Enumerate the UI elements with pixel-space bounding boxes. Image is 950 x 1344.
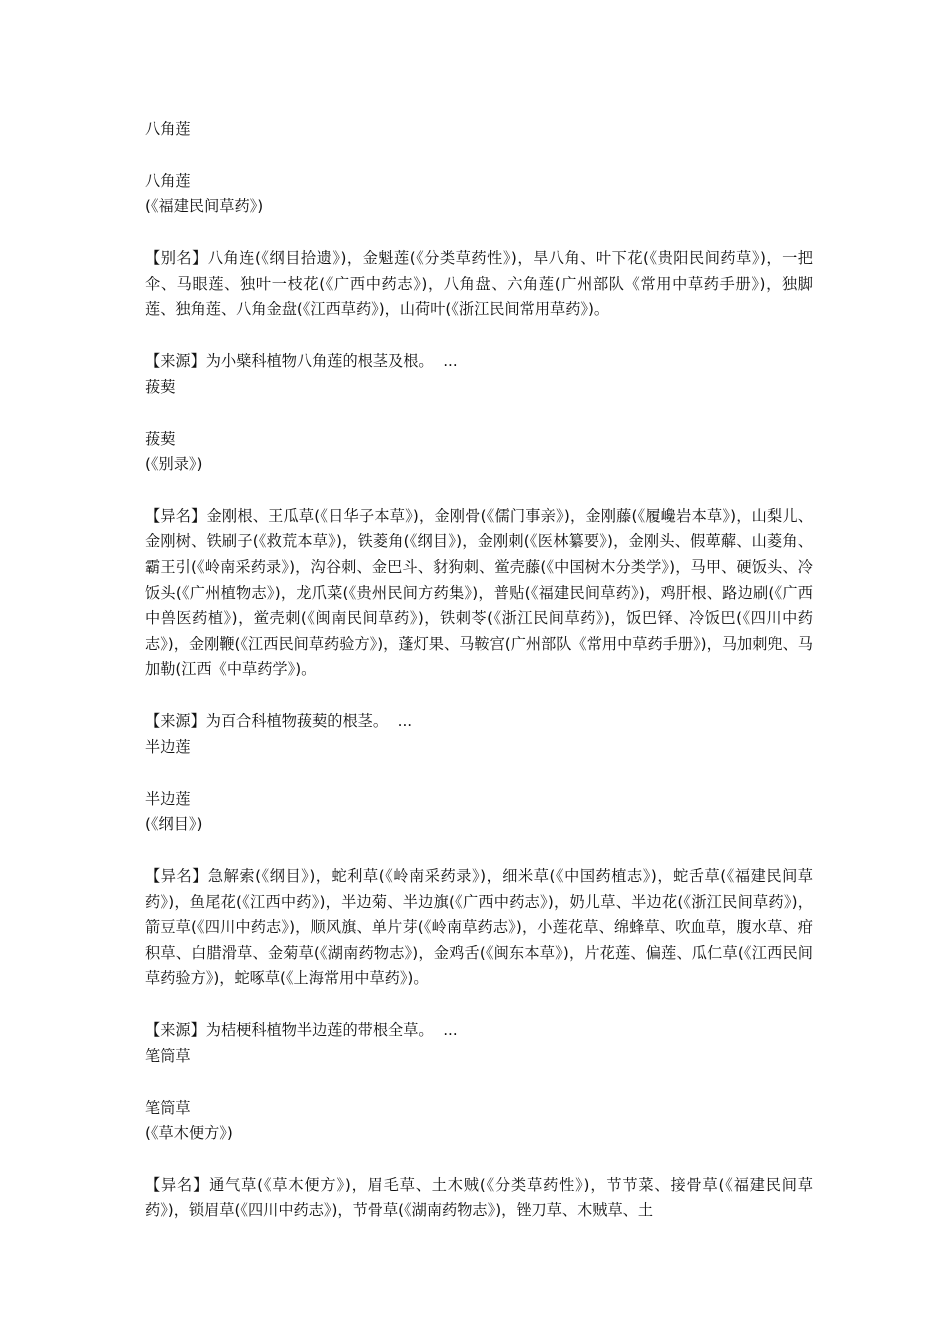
entry — [145, 1044, 813, 1224]
spacer — [145, 400, 813, 426]
entry — [145, 735, 813, 1044]
document-page — [145, 117, 813, 1224]
spacer — [145, 220, 813, 246]
entry-name: 半边莲 — [145, 789, 191, 808]
spacer — [145, 143, 813, 169]
spacer — [145, 1147, 813, 1173]
entry-origin: 【来源】为小檗科植物八角莲的根茎及根。 ... — [145, 352, 458, 371]
entry — [145, 117, 813, 375]
entry-heading: 笔筒草 — [145, 1046, 191, 1065]
entry-origin: 【来源】为桔梗科植物半边莲的带根全草。 ... — [145, 1021, 458, 1040]
entry — [145, 375, 813, 735]
spacer — [145, 1069, 813, 1095]
entry-aliases: 【异名】金刚根、王瓜草(《日华子本草》)，金刚骨(《儒门事亲》)，金刚藤(《履巉岩本草》)，山梨儿、金刚树、铁刷子(《救荒本草》)，铁菱角(《纲目》)，金刚刺(《医林纂要》)，金刚头、假萆薢、山菱角、霸王引(《岭南采药录》)，沟谷刺、金巴斗、豺狗刺、鲎壳藤(《中国树木分类学》)，马甲、硬饭头、冷饭头(《广州植物志》)，龙爪菜(《贵州民间方药集》)，普贴(《福建民间草药》)，鸡肝根、路边刷(《广西中兽医药植》)，鲎壳刺(《闽南民间草药》)，铁刺苓(《浙江民间草药》)，饭巴铎、冷饭巴(《四川中药志》)，金刚鞭(《江西民间草药验方》)，蓬灯果、马鞍宫(广州部队《常用中草药手册》)，马加刺兜、马加勒(江西《中草药学》)。 — [145, 506, 813, 679]
spacer — [145, 683, 813, 709]
entry-name: 八角莲 — [145, 171, 191, 190]
entry-source-reference: (《草木便方》) — [145, 1124, 233, 1143]
entry-aliases: 【异名】急解索(《纲目》)，蛇利草(《岭南采药录》)，细米草(《中国药植志》)，蛇舌草(《福建民间草药》)，鱼尾花(《江西中药》)，半边菊、半边旗(《广西中药志》)，奶儿草、半边花(《浙江民间草药》)，箭豆草(《四川中药志》)，顺风旗、单片芽(《岭南草药志》)，小莲花草、绵蜂草、吹血草，腹水草、疳积草、白腊滑草、金菊草(《湖南药物志》)，金鸡舌(《闽东本草》)，片花莲、偏莲、瓜仁草(《江西民间草药验方》)，蛇啄草(《上海常用中草药》)。 — [145, 866, 813, 988]
entry-name: 笔筒草 — [145, 1098, 191, 1117]
spacer — [145, 992, 813, 1018]
spacer — [145, 478, 813, 504]
entry-name: 菝葜 — [145, 429, 176, 448]
entry-source-reference: (《别录》) — [145, 455, 203, 474]
entry-aliases: 【别名】八角连(《纲目拾遗》)，金魁莲(《分类草药性》)，旱八角、叶下花(《贵阳民间药草》)，一把伞、马眼莲、独叶一枝花(《广西中药志》)，八角盘、六角莲(广州部队《常用中草药手册》)，独脚莲、独角莲、八角金盘(《江西草药》)，山荷叶(《浙江民间常用草药》)。 — [145, 249, 813, 319]
entry-source-reference: (《纲目》) — [145, 815, 203, 834]
entry-source-reference: (《福建民间草药》) — [145, 197, 264, 216]
entry-heading: 半边莲 — [145, 737, 191, 756]
spacer — [145, 838, 813, 864]
entry-origin: 【来源】为百合科植物菝葜的根茎。 ... — [145, 712, 413, 731]
entry-aliases: 【异名】通气草(《草木便方》)，眉毛草、土木贼(《分类草药性》)，节节菜、接骨草(《福建民间草药》)，锁眉草(《四川中药志》)，节骨草(《湖南药物志》)，锉刀草、木贼草、土 — [145, 1175, 813, 1220]
spacer — [145, 760, 813, 786]
entry-heading: 八角莲 — [145, 120, 191, 138]
spacer — [145, 323, 813, 349]
entry-heading: 菝葜 — [145, 377, 176, 396]
